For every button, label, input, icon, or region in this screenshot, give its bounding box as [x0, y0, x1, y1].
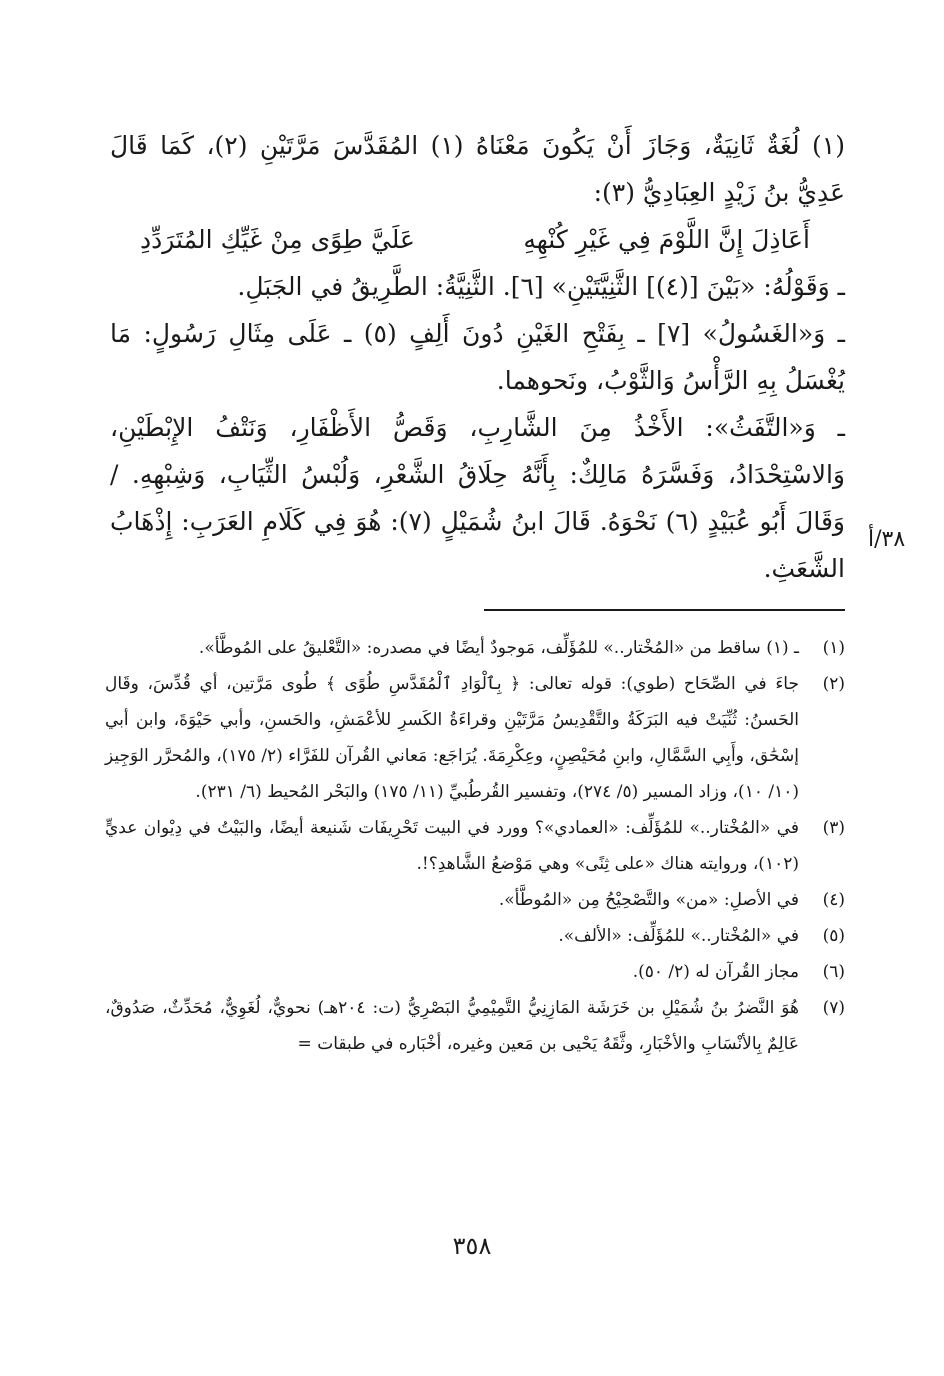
verse-first-hemistich: أَعَاذِلَ إِنَّ اللَّوْمَ فِي غَيْرِ كُنْهِهِ [523, 225, 810, 254]
footnote-text: في الأصلِ: «من» والتَّصْحِيْحُ مِن «المُوطَّأ». [498, 890, 799, 910]
footnote-text: مجاز القُرآن له (٢/ ٥٠). [632, 962, 799, 982]
footnote-number: (١) [822, 638, 845, 658]
footnote-item [105, 918, 845, 954]
footnote-item [105, 954, 845, 990]
footnote-number: (٧) [822, 998, 845, 1018]
footnote-item [105, 990, 845, 1062]
footnote-separator [484, 609, 845, 611]
footnote-item [105, 882, 845, 918]
footnote-item [105, 630, 845, 666]
footnote-number: (٤) [822, 890, 845, 910]
footnote-text: هُوَ النَّضرُ بنُ شُمَيْلِ بن خَرَشَة المَازِنِيُّ التَّمِيْمِيُّ البَصْرِيُّ (ت: ٢٠٤هـ) نحويٌّ، لُغَوِيٌّ، مُحَدِّثٌ، صَدُوقٌ، عَالِمٌ بِالأنْسَابِ والأخْبَارِ، وثَّقَهُ يَحْيى بن مَعين وغيره، أخْبَاره في طبقات = [105, 998, 799, 1054]
footnote-item [105, 810, 845, 882]
main-paragraph-2: ـ وَقَوْلُهُ: «بَيْنَ [(٤)] الثَّنِيَّتَيْنِ» [٦]. الثَّنِيَّةُ: الطَّرِيقُ في الجَبَلِ. [237, 272, 845, 301]
footnote-text: جاءَ في الصِّحَاح (طوي): قوله تعالى: ﴿ بِٱلْوَادِ ٱلْمُقَدَّسِ طُوًى ﴾ طُوى مَرَّتين، أي قُدِّسَ، وقَال الحَسنُ: ثُنِّيَتْ فيه البَرَكَةُ والتَّقْدِيسُ مَرَّتَيْنِ وقراءَةُ الكَسرِ للأعْمَشِ، والحَسنِ، وأبي حَيْوَةَ، وابن أبي إسْحَٰق، وأَبِي السَّمَّالِ، وابنِ مُحَيْصِنٍ، وعِكْرِمَةَ. يُرَاجَع: مَعاني القُرآن للفَرَّاء (٢/ ١٧٥)، والمُحرَّر الوَجِيز (١٠/ ١٠)، وزاد المسير (٥/ ٢٧٤)، وتفسير القُرطُبيِّ (١١/ ١٧٥) والبَحْر المُحيط (٦/ ٢٣١). [105, 674, 799, 802]
footnotes [105, 630, 845, 1062]
footnote-item [105, 666, 845, 810]
page-number: ٣٥٨ [452, 1232, 492, 1260]
verse-second-hemistich: عَلَيَّ طِوًى مِنْ غَيِّكِ المُتَرَدِّدِ [140, 225, 415, 254]
footnote-text: في «المُخْتار..» للمُؤَلِّف: «العمادي»؟ وورد في البيت تَحْرِيفَات شَنيعة أيضًا، والبَيْتُ في دِيْوان عديٍّ (١٠٢)، وروايته هناك «على ثِنًى» وهي مَوْضعُ الشَّاهدِ؟!. [105, 818, 799, 874]
footnote-number: (٣) [822, 818, 845, 838]
main-paragraph-3: ـ وَ«الغَسُولُ» [٧] ـ بِفَتْحِ الغَيْنِ دُونَ أَلِفٍ (٥) ـ عَلَى مِثَالِ رَسُولٍ: مَا يُغْسَلُ بِهِ الرَّأْسُ وَالثَّوْبُ، ونَحوهما. [110, 319, 845, 395]
main-paragraph-4: ـ وَ«التَّفَثُ»: الأَخْذُ مِنَ الشَّارِبِ، وَقَصُّ الأَظْفَارِ، وَنَتْفُ الإِبْطَيْنِ، وَالاسْتِحْدَادُ، وَفَسَّرَهُ مَالِكٌ: بِأَنَّهُ حِلَاقُ الشَّعْرِ، وَلُبْسُ الثِّيَابِ، وَشِبْهِهِ. / وَقَالَ أَبُو عُبَيْدٍ (٦) نَحْوَهُ. قَالَ ابنُ شُمَيْلٍ (٧): هُوَ فِي كَلَامِ العَرَبِ: إِذْهَابُ الشَّعَثِ. [110, 413, 845, 583]
footnote-number: (٦) [822, 962, 845, 982]
main-paragraph-1: (١) لُغَةٌ ثَانِيَةٌ، وَجَازَ أَنْ يَكُونَ مَعْنَاهُ (١) المُقَدَّسَ مَرَّتَيْنِ (٢)، كَمَا قَالَ عَدِيُّ بنُ زَيْدٍ العِبَادِيُّ (٣): [110, 131, 845, 207]
footnote-text: في «المُخْتار..» للمُؤَلِّف: «الألف». [558, 926, 799, 946]
poetry-verse [110, 216, 845, 263]
main-text [110, 122, 845, 592]
margin-folio-reference: ٣٨/أ [868, 527, 906, 552]
footnote-number: (٥) [822, 926, 845, 946]
footnote-text: ـ (١) ساقط من «المُخْتار..» للمُؤَلِّف، مَوجودٌ أيضًا في مصدره: «التَّعْليقُ على المُوطَّأ». [198, 638, 799, 658]
footnote-number: (٢) [822, 674, 845, 694]
